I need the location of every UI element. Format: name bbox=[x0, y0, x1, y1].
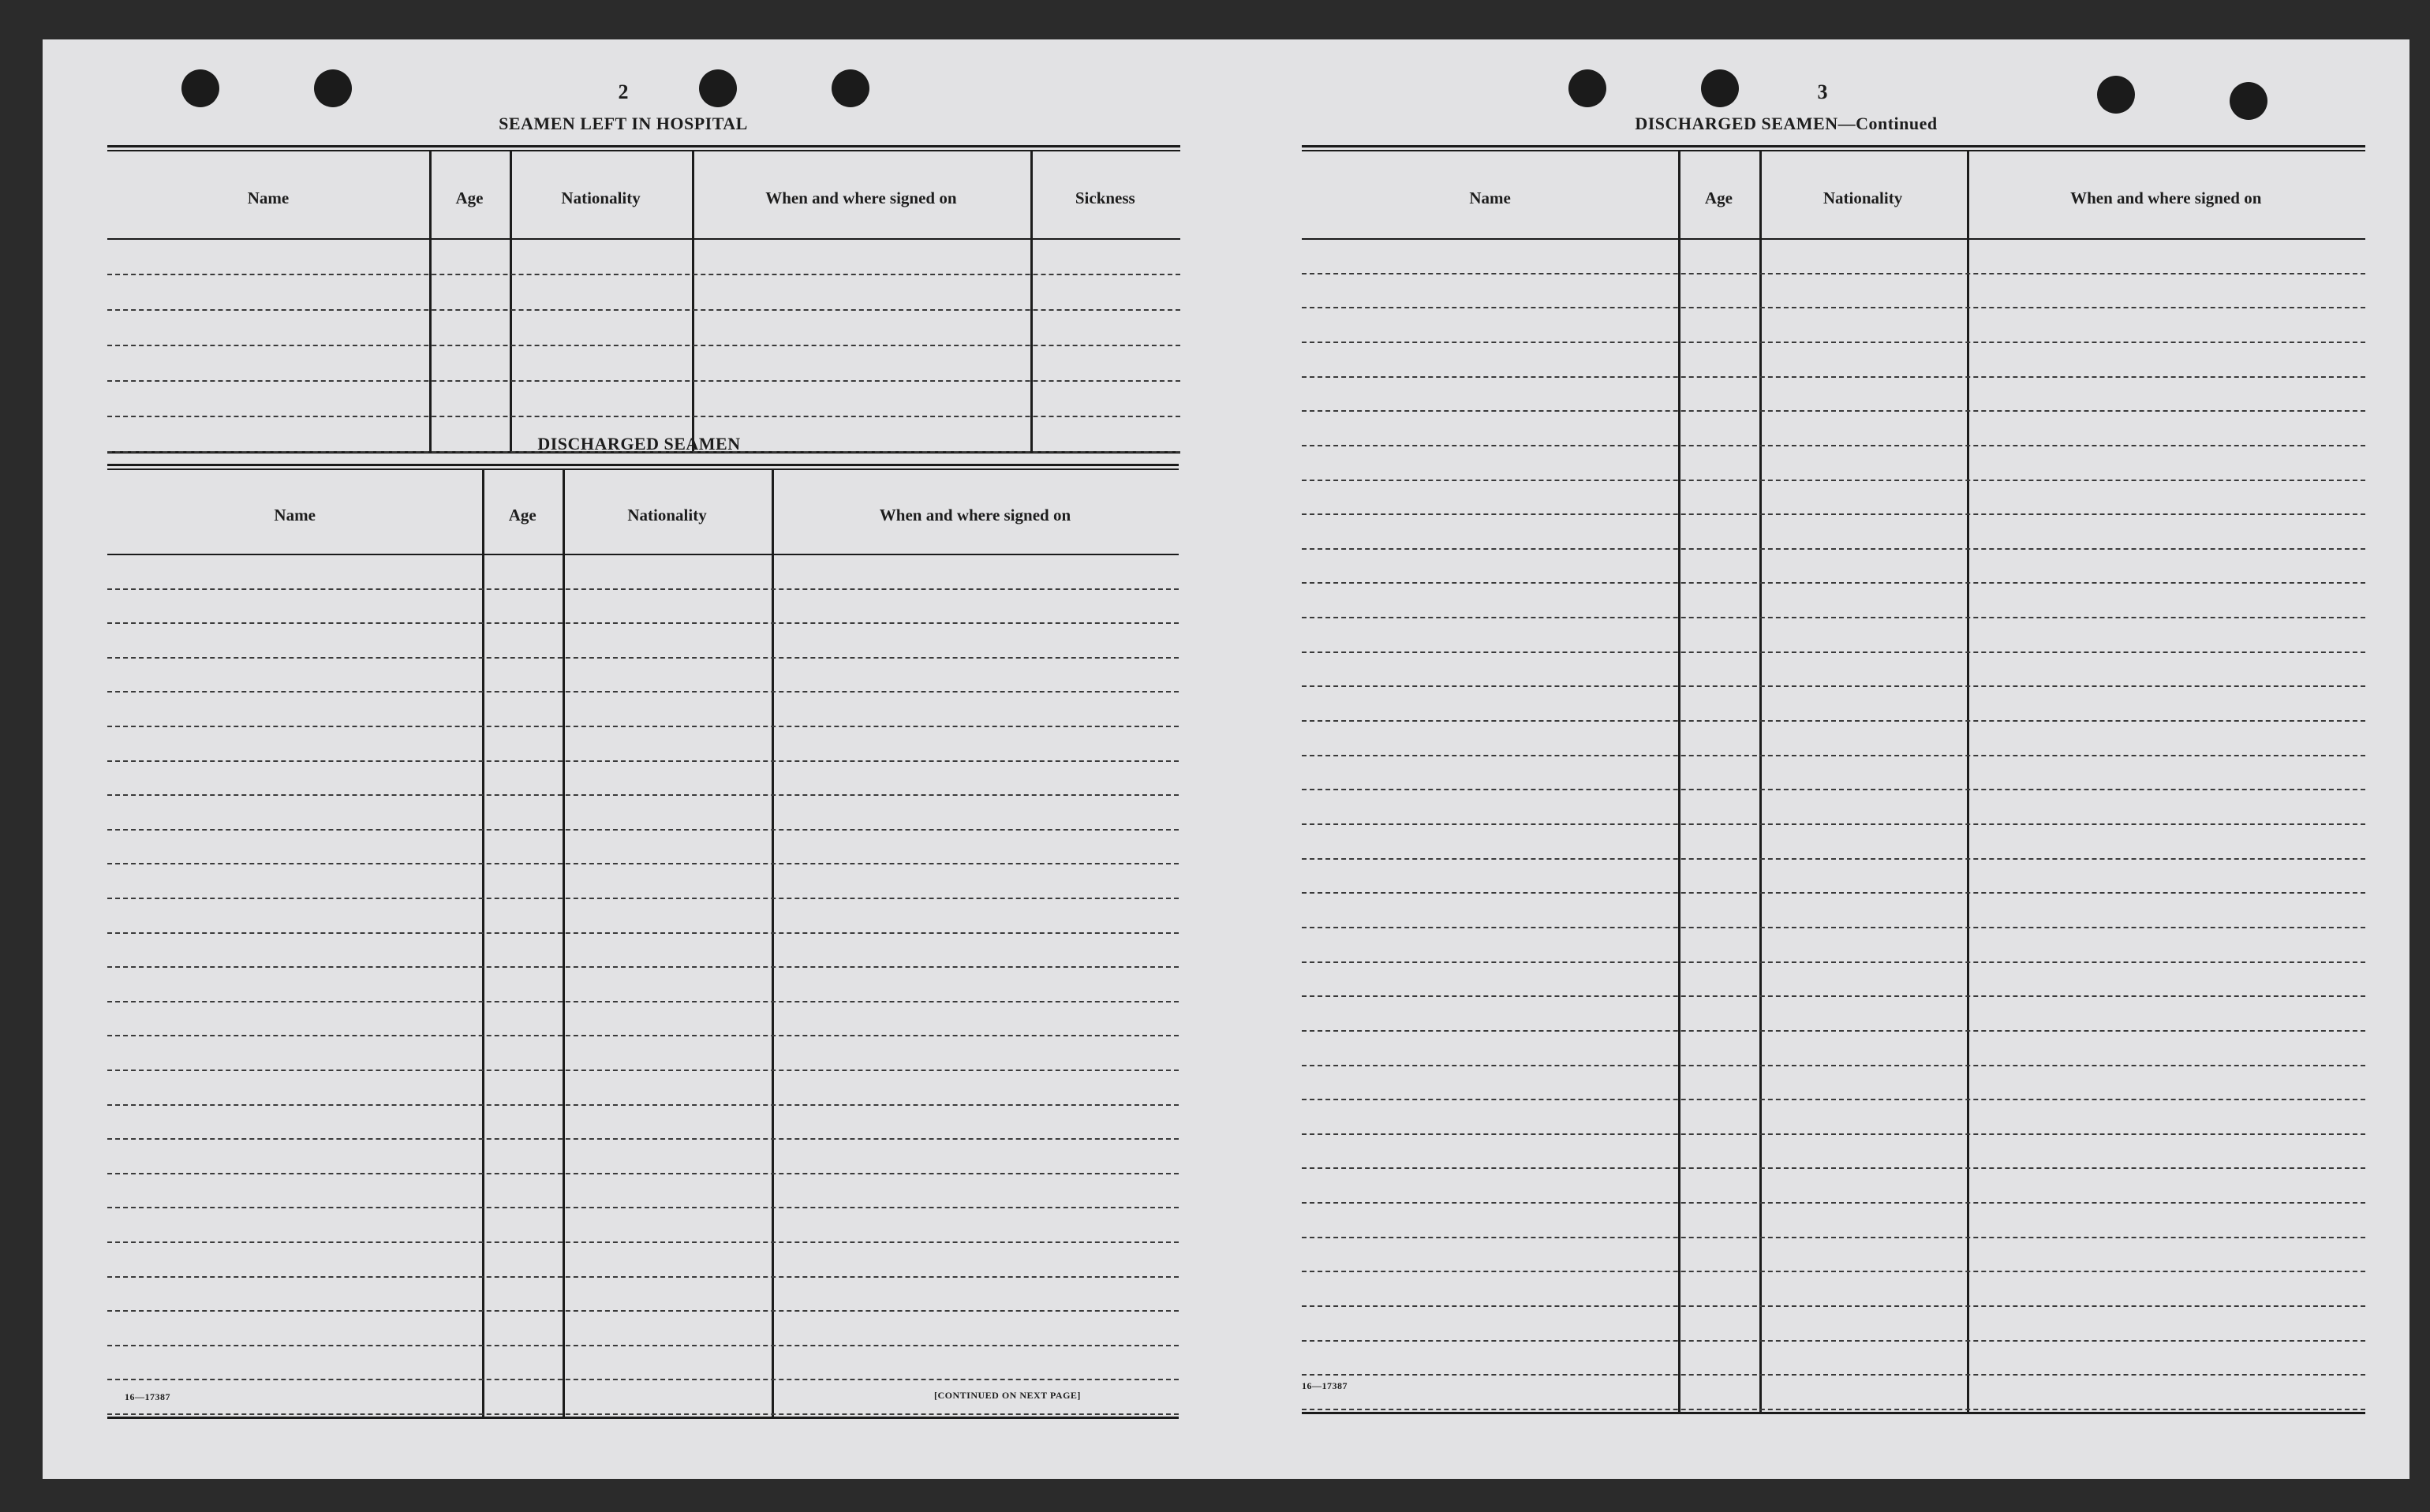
table-row bbox=[107, 1207, 1179, 1208]
column-divider bbox=[563, 470, 565, 1417]
table-row bbox=[107, 309, 1180, 311]
table-row bbox=[1302, 823, 2365, 825]
column-divider bbox=[482, 470, 484, 1417]
table-row bbox=[107, 898, 1179, 899]
discharged-continued-table bbox=[1302, 145, 2365, 1415]
discharged-section-title: DISCHARGED SEAMEN bbox=[537, 434, 741, 454]
table-row bbox=[1302, 1099, 2365, 1100]
column-header: Age bbox=[508, 506, 536, 525]
column-header: Name bbox=[247, 189, 290, 207]
table-row bbox=[107, 966, 1179, 968]
table-header-rule bbox=[1302, 238, 2365, 240]
discharged-continued-suffix: —Continued bbox=[1837, 114, 1938, 133]
table-top-rule bbox=[107, 464, 1179, 466]
table-row bbox=[1302, 617, 2365, 618]
table-top-rule bbox=[107, 150, 1180, 151]
column-header: Nationality bbox=[627, 506, 707, 525]
form-sheet bbox=[43, 39, 2409, 1479]
table-row bbox=[107, 274, 1180, 275]
page-number-left: 2 bbox=[618, 80, 629, 103]
punch-hole bbox=[314, 69, 352, 107]
table-bottom-rule bbox=[107, 1417, 1179, 1419]
table-row bbox=[1302, 376, 2365, 378]
column-header: Name bbox=[1469, 189, 1511, 207]
table-top-rule bbox=[107, 469, 1179, 470]
form-number-right: 16—17387 bbox=[1302, 1380, 1348, 1391]
column-divider bbox=[1759, 151, 1762, 1412]
table-row bbox=[1302, 480, 2365, 481]
table-row bbox=[1302, 1133, 2365, 1135]
table-row bbox=[107, 1035, 1179, 1036]
punch-hole bbox=[699, 69, 737, 107]
column-header: When and where signed on bbox=[2070, 189, 2262, 207]
table-row bbox=[107, 1345, 1179, 1346]
punch-hole bbox=[1701, 69, 1739, 107]
table-row bbox=[107, 380, 1180, 382]
table-row bbox=[1302, 858, 2365, 860]
column-header: Nationality bbox=[1822, 189, 1903, 207]
table-row bbox=[1302, 961, 2365, 963]
table-row bbox=[1302, 1237, 2365, 1238]
table-row bbox=[107, 657, 1179, 659]
table-row bbox=[107, 1104, 1179, 1106]
table-row bbox=[107, 1070, 1179, 1071]
table-row bbox=[1302, 410, 2365, 412]
column-divider bbox=[772, 470, 774, 1417]
table-row bbox=[1302, 1030, 2365, 1032]
table-row bbox=[1302, 1202, 2365, 1204]
table-row bbox=[107, 1413, 1179, 1415]
table-row bbox=[107, 691, 1179, 693]
table-row bbox=[1302, 273, 2365, 274]
column-header: Nationality bbox=[561, 189, 641, 207]
table-row bbox=[1302, 1374, 2365, 1376]
table-row bbox=[1302, 1305, 2365, 1307]
punch-hole bbox=[2230, 82, 2267, 120]
column-header: Sickness bbox=[1075, 189, 1135, 207]
column-divider bbox=[1967, 151, 1969, 1412]
table-row bbox=[1302, 513, 2365, 515]
table-row bbox=[107, 588, 1179, 590]
table-row bbox=[107, 1310, 1179, 1312]
table-row bbox=[1302, 342, 2365, 343]
table-top-rule bbox=[1302, 150, 2365, 151]
column-header: When and where signed on bbox=[879, 506, 1071, 525]
hospital-section-title: SEAMEN LEFT IN HOSPITAL bbox=[499, 114, 748, 133]
column-header: Name bbox=[274, 506, 316, 525]
table-bottom-rule bbox=[1302, 1412, 2365, 1414]
table-row bbox=[1302, 720, 2365, 722]
table-row bbox=[1302, 307, 2365, 308]
table-row bbox=[107, 760, 1179, 762]
table-row bbox=[1302, 1271, 2365, 1272]
table-row bbox=[107, 1173, 1179, 1174]
column-header: When and where signed on bbox=[765, 189, 957, 207]
table-row bbox=[107, 1138, 1179, 1140]
page-number-right: 3 bbox=[1817, 80, 1828, 103]
column-header: Age bbox=[455, 189, 484, 207]
table-row bbox=[1302, 445, 2365, 446]
table-row bbox=[1302, 548, 2365, 550]
form-number-left: 16—17387 bbox=[125, 1391, 170, 1402]
table-row bbox=[107, 1379, 1179, 1380]
discharged-table bbox=[107, 464, 1179, 1420]
table-row bbox=[107, 863, 1179, 864]
table-row bbox=[1302, 582, 2365, 584]
punch-hole bbox=[181, 69, 219, 107]
table-row bbox=[107, 1276, 1179, 1278]
discharged-continued-title-main: DISCHARGED SEAMEN bbox=[1635, 114, 1838, 133]
table-row bbox=[1302, 685, 2365, 687]
table-row bbox=[107, 726, 1179, 727]
table-row bbox=[107, 794, 1179, 796]
table-header-rule bbox=[107, 238, 1180, 240]
column-header: Age bbox=[1704, 189, 1733, 207]
punch-hole bbox=[2097, 76, 2135, 114]
table-row bbox=[1302, 927, 2365, 928]
hospital-table bbox=[107, 145, 1180, 454]
table-row bbox=[1302, 1409, 2365, 1410]
discharged-continued-title bbox=[1589, 114, 1983, 134]
table-header-rule bbox=[107, 554, 1179, 555]
table-row bbox=[107, 829, 1179, 831]
continued-note: [CONTINUED ON NEXT PAGE] bbox=[934, 1390, 1081, 1401]
table-row bbox=[1302, 651, 2365, 653]
table-row bbox=[1302, 1065, 2365, 1066]
table-row bbox=[107, 932, 1179, 934]
table-row bbox=[1302, 789, 2365, 790]
table-row bbox=[107, 345, 1180, 346]
table-row bbox=[107, 416, 1180, 417]
table-row bbox=[1302, 892, 2365, 894]
table-row bbox=[107, 622, 1179, 624]
table-top-rule bbox=[107, 145, 1180, 147]
table-row bbox=[107, 1241, 1179, 1243]
punch-hole bbox=[832, 69, 869, 107]
table-top-rule bbox=[1302, 145, 2365, 147]
table-row bbox=[107, 1001, 1179, 1002]
punch-hole bbox=[1568, 69, 1606, 107]
table-row bbox=[1302, 995, 2365, 997]
table-row bbox=[1302, 1340, 2365, 1342]
column-divider bbox=[1678, 151, 1680, 1412]
table-row bbox=[1302, 755, 2365, 756]
table-row bbox=[1302, 1167, 2365, 1169]
